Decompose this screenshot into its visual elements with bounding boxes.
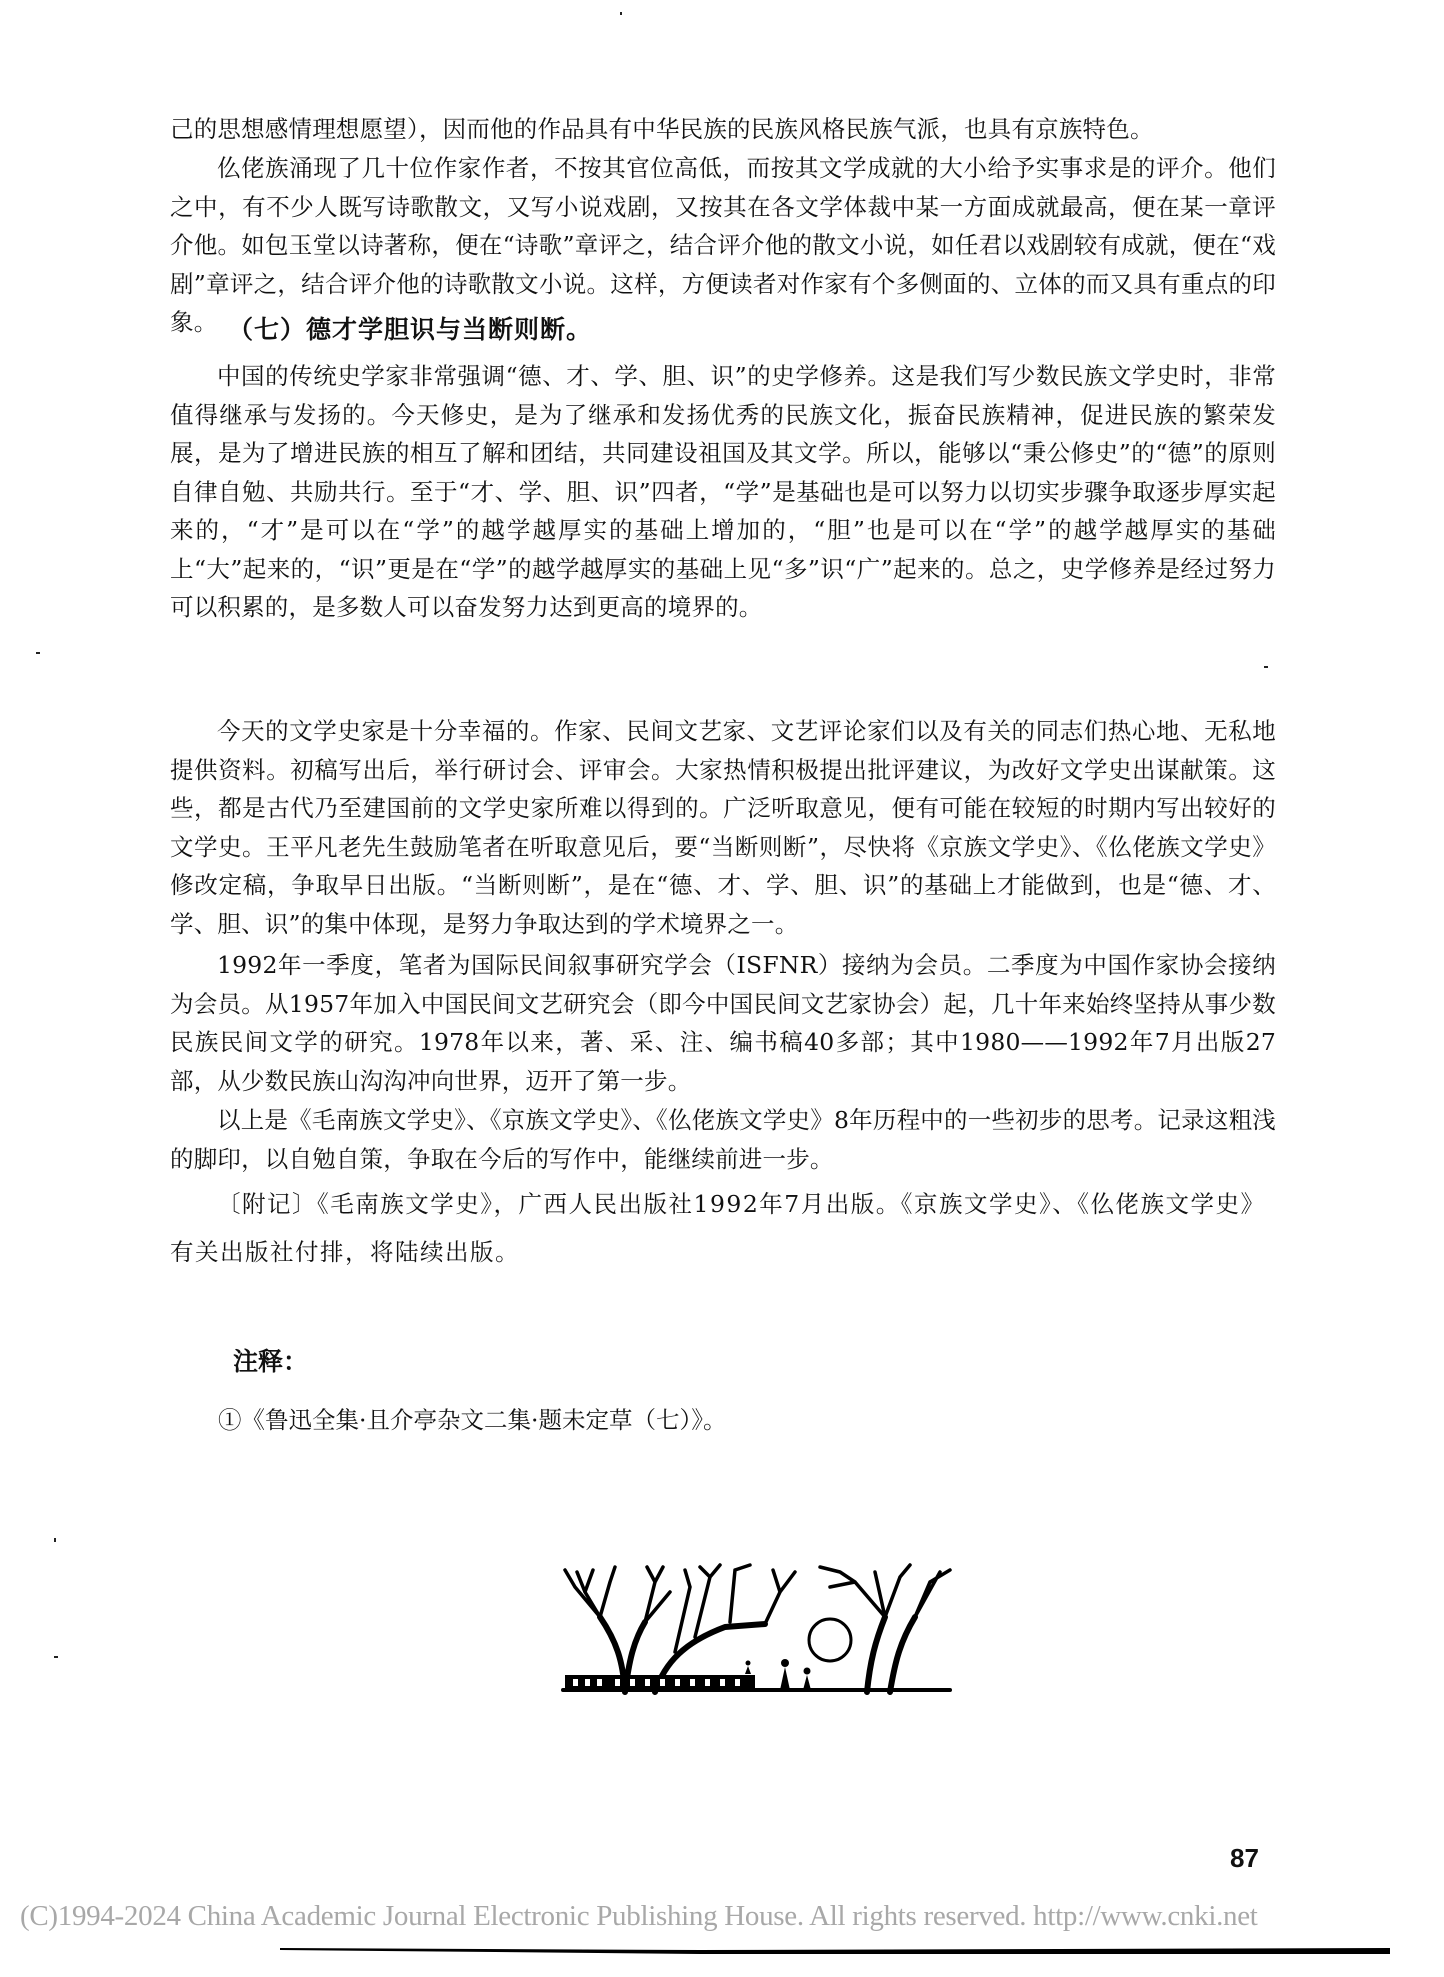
right-tree-branches: [820, 1565, 950, 1617]
copyright-watermark: (C)1994-2024 China Academic Journal Electronic Publishing House. All rights reserved. http://www.cnki.net: [20, 1900, 1258, 1932]
paragraph-historian-virtues: 中国的传统史学家非常强调“德、才、学、胆、识”的史学修养。这是我们写少数民族文学史时，非常值得继承与发扬的。今天修史，是为了继承和发扬优秀的民族文化，振奋民族精神，促进民族的繁荣发展，是为了增进民族的相互了解和团结，共同建设祖国及其文学。所以，能够以“秉公修史”的“德”的原则自律自勉、共励共行。至于“才、学、胆、识”四者，“学”是基础也是可以努力以切实步骤争取逐步厚实起来的，“才”是可以在“学”的越学越厚实的基础上增加的，“胆”也是可以在“学”的越学越厚实的基础上“大”起来的，“识”更是在“学”的越学越厚实的基础上见“多”识“广”起来的。总之，史学修养是经过努力可以积累的，是多数人可以奋发努力达到更高的境界的。: [170, 362, 1276, 621]
scan-speck: [620, 12, 622, 15]
paragraph-conclusion: 以上是《毛南族文学史》、《京族文学史》、《仫佬族文学史》8年历程中的一些初步的思考。记录这粗浅的脚印，以自勉自策，争取在今后的写作中，能继续前进一步。: [170, 1106, 1276, 1173]
left-tree-branches: [565, 1567, 670, 1622]
scan-speck: [54, 1656, 58, 1658]
appendix-note: 〔附记〕《毛南族文学史》，广西人民出版社1992年7月出版。《京族文学史》、《仫佬族文学史》有关出版社付排，将陆续出版。: [170, 1190, 1266, 1266]
figure-left: [780, 1667, 790, 1690]
scan-speck: [36, 652, 40, 654]
trees-and-moon-drawing-icon: [555, 1562, 955, 1697]
footnote-item: ①《鲁迅全集·且介亭杂文二集·题未定草（七）》。: [218, 1406, 727, 1434]
paragraph-mulao-writers: 仫佬族涌现了几十位作家作者，不按其官位高低，而按其文学成就的大小给予实事求是的评介。他们之中，有不少人既写诗歌散文，又写小说戏剧，又按其在各文学体裁中某一方面成就最高，便在某一章评介他。如包玉堂以诗著称，便在“诗歌”章评之，结合评介他的散文小说，如任君以戏剧较有成就，便在“戏剧”章评之，结合评介他的诗歌散文小说。这样，方便读者对作家有个多侧面的、立体的而又具有重点的印象。: [170, 154, 1276, 336]
figure-child: [745, 1666, 751, 1674]
footer-rule: [280, 1947, 1390, 1955]
notes-title: 注释：: [233, 1347, 309, 1376]
scan-speck: [1264, 666, 1268, 668]
page-number: 87: [1230, 1843, 1259, 1873]
section-heading: （七）德才学胆识与当断则断。: [228, 315, 593, 344]
right-tree-trunk: [867, 1617, 915, 1692]
paragraph-literary-historians: 今天的文学史家是十分幸福的。作家、民间文艺家、文艺评论家们以及有关的同志们热心地、无私地提供资料。初稿写出后，举行研讨会、评审会。大家热情积极提出批评建议，为改好文学史出谋献策。这些，都是古代乃至建国前的文学史家所难以得到的。广泛听取意见，便有可能在较短的时期内写出较好的文学史。王平凡老先生鼓励笔者在听取意见后，要“当断则断”，尽快将《京族文学史》、《仫佬族文学史》修改定稿，争取早日出版。“当断则断”，是在“德、才、学、胆、识”的基础上才能做到，也是“德、才、学、胆、识”的集中体现，是努力争取达到的学术境界之一。: [170, 717, 1276, 938]
scan-speck: [54, 1538, 56, 1542]
paragraph-continuation: 己的思想感情理想愿望），因而他的作品具有中华民族的民族风格民族气派，也具有京族特色。: [170, 115, 1154, 143]
paragraph-author-membership: 1992年一季度，笔者为国际民间叙事研究学会（ISFNR）接纳为会员。二季度为中国作家协会接纳为会员。从1957年加入中国民间文艺研究会（即今中国民间文艺家协会）起，几十年来始终坚持从事少数民族民间文学的研究。1978年以来，著、采、注、编书稿40多部；其中1980——1992年7月出版27部，从少数民族山沟沟冲向世界，迈开了第一步。: [170, 951, 1276, 1095]
moon: [809, 1619, 851, 1661]
figure-right: [803, 1675, 811, 1690]
center-tree-branches: [675, 1565, 795, 1652]
